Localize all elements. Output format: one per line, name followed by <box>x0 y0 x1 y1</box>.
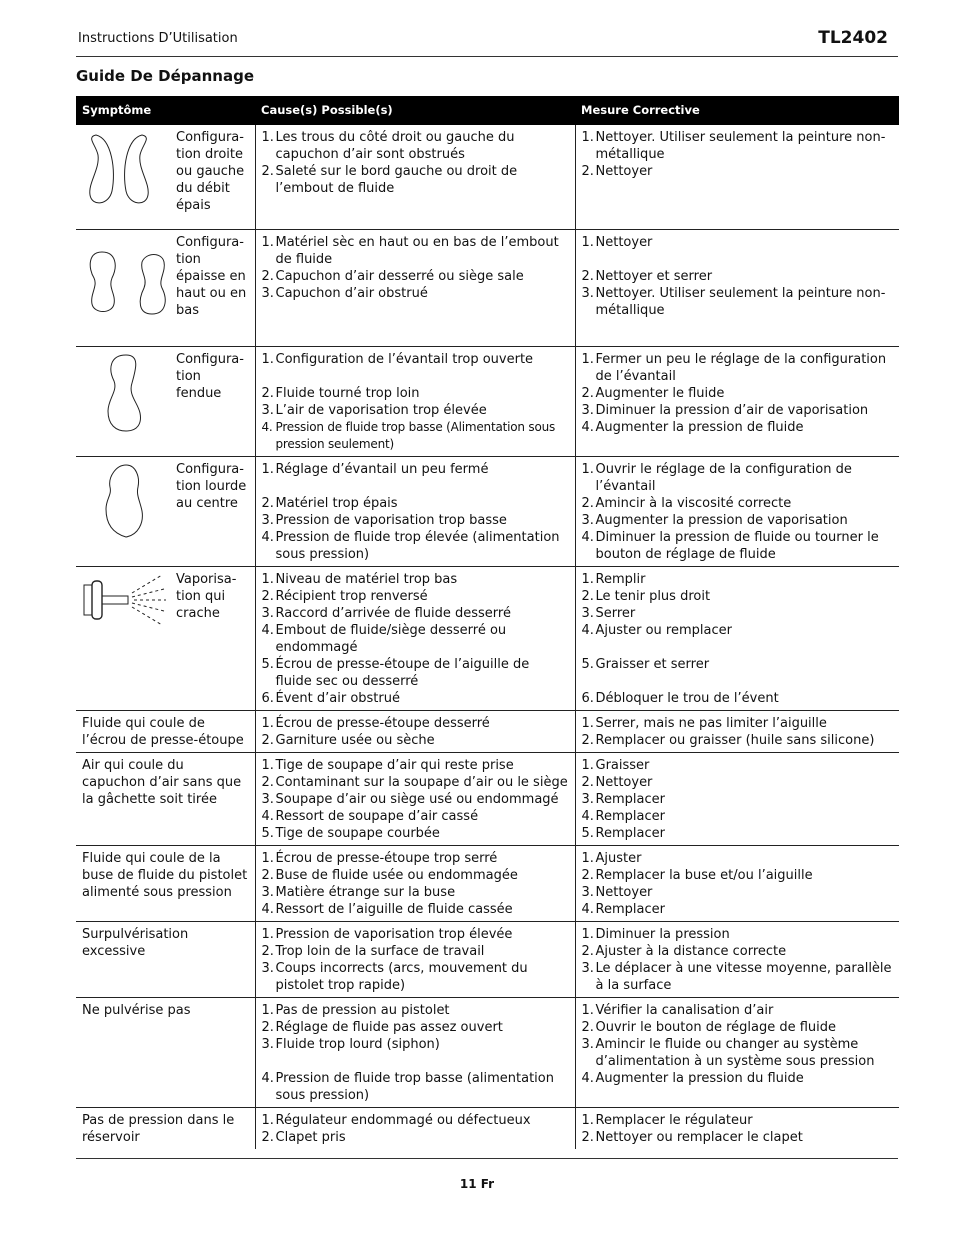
item-text: Pression de fluide trop élevée (alimentation sous pression) <box>275 529 560 562</box>
item-text: Nettoyer <box>595 164 653 179</box>
item-number: 5. <box>581 825 594 841</box>
item-number: 1. <box>581 571 594 587</box>
symptom-label: Configura-tion épaisse en haut ou en bas <box>176 234 247 318</box>
item-number: 2. <box>261 588 274 604</box>
causes-cell <box>255 752 575 845</box>
item-number: 2. <box>581 164 594 179</box>
item-number: 1. <box>581 234 594 250</box>
cause-item <box>262 825 569 842</box>
item-text: Tige de soupape d’air qui reste prise <box>275 757 514 773</box>
item-number: 1. <box>581 850 594 866</box>
table-row <box>76 997 899 1107</box>
item-text: Nettoyer et serrer <box>595 268 713 284</box>
item-text: Fluide trop lourd (siphon) <box>275 1036 440 1052</box>
symptom-label: Configura-tion fendue <box>176 351 244 401</box>
item-number: 3. <box>581 1036 594 1052</box>
left-right-heavy-pattern-icon <box>82 129 174 214</box>
item-text: Régulateur endommagé ou défectueux <box>275 1112 531 1128</box>
cause-item <box>262 385 569 402</box>
item-text: Buse de fluide usée ou endommagée <box>275 867 518 883</box>
item-text: Remplacer ou graisser (huile sans silicone) <box>595 732 875 748</box>
cause-item <box>262 884 569 901</box>
symptom-cell: Ne pulvérise pas <box>76 997 255 1107</box>
cause-item <box>262 757 569 774</box>
cause-item <box>262 1002 569 1019</box>
remedy-cell <box>575 845 899 921</box>
cause-item <box>262 850 569 867</box>
remedy-item <box>582 129 894 163</box>
item-number: 1. <box>261 351 274 367</box>
remedy-item <box>582 808 894 825</box>
cause-item <box>262 495 569 512</box>
cause-item <box>262 791 569 808</box>
table-row <box>76 566 899 710</box>
item-number: 2. <box>581 867 594 883</box>
item-number: 4. <box>261 808 274 824</box>
item-number: 1. <box>261 757 274 773</box>
remedy-cell <box>575 997 899 1107</box>
column-header-causes: Cause(s) Possible(s) <box>255 96 575 125</box>
cause-item <box>262 1070 569 1104</box>
item-number: 1. <box>581 1002 594 1018</box>
column-header-symptom: Symptôme <box>76 96 255 125</box>
spitting-spray-icon <box>82 571 174 636</box>
remedy-cell <box>575 752 899 845</box>
item-text: Clapet pris <box>275 1129 346 1145</box>
symptom-cell: Fluide qui coule de l’écrou de presse-étoupe <box>76 710 255 752</box>
item-text: Remplacer <box>595 808 665 824</box>
item-number: 4. <box>261 529 274 545</box>
item-text: Graisser <box>595 757 650 773</box>
item-number: 4. <box>261 419 273 434</box>
item-number: 5. <box>581 656 594 672</box>
causes-cell <box>255 566 575 710</box>
remedy-item <box>582 588 894 605</box>
table-row <box>76 125 899 229</box>
item-number: 1. <box>261 571 274 587</box>
table-row <box>76 346 899 456</box>
item-text: Ajuster ou remplacer <box>595 622 732 638</box>
item-number: 3. <box>581 285 594 301</box>
causes-cell <box>255 229 575 346</box>
remedy-item <box>582 1112 894 1129</box>
item-number: 1. <box>261 715 274 731</box>
cause-item <box>262 622 569 656</box>
remedy-item <box>582 867 894 884</box>
item-text: Nettoyer <box>595 234 653 250</box>
cause-item <box>262 402 569 419</box>
item-text: Contaminant sur la soupape d’air ou le siège <box>275 774 568 790</box>
remedy-item <box>582 351 894 385</box>
item-number: 2. <box>581 268 594 284</box>
symptom-label: Vaporisa-tion qui crache <box>176 571 237 621</box>
item-text: Diminuer la pression de fluide ou tourner le bouton de réglage de fluide <box>595 529 879 562</box>
item-number: 1. <box>581 130 594 145</box>
remedy-item <box>582 529 894 563</box>
center-heavy-pattern-icon <box>82 461 174 562</box>
item-number: 2. <box>581 943 594 959</box>
symptom-label: Configura-tion droite ou gauche du débit épais <box>176 130 245 213</box>
causes-cell <box>255 125 575 229</box>
item-text: Le tenir plus droit <box>595 588 711 604</box>
cause-item <box>262 351 569 368</box>
table-row <box>76 1107 899 1149</box>
item-number: 2. <box>581 495 594 511</box>
remedy-item <box>582 234 894 251</box>
symptom-cell: Pas de pression dans le réservoir <box>82 1112 235 1145</box>
causes-cell <box>255 845 575 921</box>
remedy-item <box>582 1129 894 1146</box>
item-number: 2. <box>261 495 274 511</box>
item-number: 2. <box>261 774 274 790</box>
item-number: 3. <box>261 402 274 418</box>
item-text: Capuchon d’air obstrué <box>275 285 428 301</box>
cause-item <box>262 656 569 690</box>
remedy-item <box>582 926 894 943</box>
causes-cell <box>255 921 575 997</box>
item-number: 1. <box>261 926 274 942</box>
item-text: Ajuster <box>595 850 642 866</box>
causes-cell <box>255 456 575 566</box>
item-text: Évent d’air obstrué <box>275 690 400 706</box>
item-text: Diminuer la pression <box>595 926 730 942</box>
symptom-label: Configura-tion lourde au centre <box>176 461 247 511</box>
remedy-cell <box>575 1107 899 1149</box>
item-number: 2. <box>261 1019 274 1035</box>
cause-item <box>262 419 569 453</box>
item-text: Serrer, mais ne pas limiter l’aiguille <box>595 715 827 731</box>
remedy-item <box>582 715 894 732</box>
item-text: Écrou de presse-étoupe trop serré <box>275 850 498 866</box>
symptom-cell <box>76 346 255 456</box>
causes-cell <box>255 997 575 1107</box>
remedy-item <box>582 732 894 749</box>
item-text: Augmenter la pression du fluide <box>595 1070 804 1086</box>
item-text: Nettoyer ou remplacer le clapet <box>595 1129 803 1145</box>
cause-item <box>262 512 569 529</box>
item-number: 3. <box>261 285 274 301</box>
item-text: L’air de vaporisation trop élevée <box>275 402 487 418</box>
remedy-cell <box>575 566 899 710</box>
remedy-item <box>582 901 894 918</box>
item-number: 3. <box>261 1036 274 1052</box>
item-number: 2. <box>581 1129 594 1145</box>
table-row <box>76 845 899 921</box>
item-text: Configuration de l’évantail trop ouverte <box>275 351 534 367</box>
item-number: 4. <box>581 1070 594 1086</box>
item-text: Augmenter le fluide <box>595 385 725 401</box>
cause-item <box>262 774 569 791</box>
item-number: 2. <box>261 867 274 883</box>
item-text: Garniture usée ou sèche <box>275 732 435 748</box>
item-number: 2. <box>261 164 274 179</box>
remedy-item <box>582 884 894 901</box>
cause-item <box>262 715 569 732</box>
cause-item <box>262 960 569 994</box>
item-text: Ressort de l’aiguille de fluide cassée <box>275 901 513 917</box>
item-number: 3. <box>581 791 594 807</box>
symptom-cell: Air qui coule du capuchon d’air sans que la gâchette soit tirée <box>76 752 255 845</box>
item-number: 1. <box>581 757 594 773</box>
model-number: TL2402 <box>818 28 888 48</box>
item-number: 4. <box>261 1070 274 1086</box>
footer-rule <box>76 1158 898 1159</box>
cause-item <box>262 690 569 707</box>
symptom-cell <box>76 125 255 229</box>
remedy-item <box>582 825 894 842</box>
item-text: Remplir <box>595 571 646 587</box>
item-text: Remplacer <box>595 825 665 841</box>
item-number: 1. <box>581 461 594 477</box>
cause-item <box>262 461 569 478</box>
symptom-cell <box>76 566 255 710</box>
remedy-item <box>582 774 894 791</box>
remedy-item <box>582 512 894 529</box>
column-header-remedy: Mesure Corrective <box>575 96 899 125</box>
table-row <box>76 710 899 752</box>
remedy-item <box>582 656 894 673</box>
item-number: 1. <box>581 926 594 942</box>
item-text: Pression de fluide trop basse (alimentation sous pression) <box>275 1070 554 1103</box>
item-number: 2. <box>261 732 274 748</box>
item-text: Matériel sèc en haut ou en bas de l’embout de fluide <box>275 234 559 267</box>
remedy-cell <box>575 229 899 346</box>
split-pattern-icon <box>82 351 174 452</box>
item-number: 3. <box>261 605 274 621</box>
item-number: 3. <box>581 512 594 528</box>
item-number: 1. <box>581 715 594 731</box>
item-text: Graisser et serrer <box>595 656 710 672</box>
item-number: 3. <box>261 512 274 528</box>
item-text: Pression de vaporisation trop élevée <box>275 926 513 942</box>
table-row <box>76 456 899 566</box>
item-number: 2. <box>581 385 594 401</box>
remedy-item <box>582 690 894 707</box>
item-number: 1. <box>581 1112 594 1128</box>
table-row <box>76 752 899 845</box>
section-title: Guide De Dépannage <box>76 67 254 85</box>
table-header-row <box>76 96 899 125</box>
item-text: Ouvrir le réglage de la configuration de l’évantail <box>595 461 852 494</box>
item-number: 4. <box>581 529 594 545</box>
cause-item <box>262 732 569 749</box>
item-text: Réglage de fluide pas assez ouvert <box>275 1019 503 1035</box>
item-text: Fluide tourné trop loin <box>275 385 420 401</box>
cause-item <box>262 129 569 163</box>
item-number: 5. <box>261 825 274 841</box>
remedy-cell <box>575 125 899 229</box>
item-text: Coups incorrects (arcs, mouvement du pistolet trop rapide) <box>275 960 528 993</box>
remedy-item <box>582 1002 894 1019</box>
item-number: 3. <box>261 791 274 807</box>
item-text: Tige de soupape courbée <box>275 825 440 841</box>
item-text: Diminuer la pression d’air de vaporisation <box>595 402 869 418</box>
item-number: 4. <box>581 901 594 917</box>
item-number: 5. <box>261 656 274 672</box>
item-text: Raccord d’arrivée de fluide desserré <box>275 605 511 621</box>
item-text: Remplacer <box>595 791 665 807</box>
item-number: 2. <box>261 943 274 959</box>
item-number: 3. <box>581 960 594 976</box>
item-number: 1. <box>261 850 274 866</box>
item-text: Niveau de matériel trop bas <box>275 571 458 587</box>
cause-item <box>262 1112 569 1129</box>
item-number: 2. <box>581 732 594 748</box>
item-text: Trop loin de la surface de travail <box>275 943 485 959</box>
item-number: 4. <box>261 901 274 917</box>
remedy-item <box>582 285 894 319</box>
cause-item <box>262 1129 569 1146</box>
item-number: 1. <box>261 1002 274 1018</box>
remedy-item <box>582 268 894 285</box>
symptom-cell <box>76 456 255 566</box>
item-text: Matériel trop épais <box>275 495 398 511</box>
item-text: Ajuster à la distance correcte <box>595 943 787 959</box>
remedy-item <box>582 943 894 960</box>
item-number: 3. <box>261 960 274 976</box>
item-text: Saleté sur le bord gauche ou droit de l’embout de fluide <box>275 164 518 196</box>
item-number: 1. <box>261 234 274 250</box>
cause-item <box>262 571 569 588</box>
troubleshooting-table <box>76 96 899 1149</box>
page-header <box>76 28 898 57</box>
item-number: 6. <box>581 690 594 706</box>
item-number: 4. <box>581 622 594 638</box>
item-number: 1. <box>581 351 594 367</box>
cause-item <box>262 867 569 884</box>
item-number: 1. <box>261 461 274 477</box>
item-text: Nettoyer <box>595 774 653 790</box>
item-number: 2. <box>261 268 274 284</box>
item-number: 6. <box>261 690 274 706</box>
item-number: 3. <box>581 884 594 900</box>
item-text: Nettoyer. Utiliser seulement la peinture non-métallique <box>595 285 886 318</box>
page-number: 11 Fr <box>459 1177 495 1191</box>
causes-cell <box>255 710 575 752</box>
item-text: Nettoyer <box>595 884 653 900</box>
item-text: Matière étrange sur la buse <box>275 884 456 900</box>
remedy-item <box>582 622 894 639</box>
item-text: Ressort de soupape d’air cassé <box>275 808 479 824</box>
remedy-item <box>582 419 894 436</box>
item-text: Débloquer le trou de l’évent <box>595 690 779 706</box>
item-text: Fermer un peu le réglage de la configuration de l’évantail <box>595 351 887 384</box>
item-text: Capuchon d’air desserré ou siège sale <box>275 268 524 284</box>
item-text: Pression de fluide trop basse (Alimentation sous pression seulement) <box>275 419 556 451</box>
item-number: 2. <box>581 1019 594 1035</box>
item-text: Amincir le fluide ou changer au système d’alimentation à un système sous pression <box>595 1036 875 1069</box>
item-text: Soupape d’air ou siège usé ou endommagé <box>275 791 559 807</box>
causes-cell <box>255 346 575 456</box>
cause-item <box>262 163 569 197</box>
remedy-item <box>582 1036 894 1070</box>
item-text: Réglage d’évantail un peu fermé <box>275 461 489 477</box>
remedy-item <box>582 402 894 419</box>
item-number: 2. <box>581 588 594 604</box>
symptom-cell: Fluide qui coule de la buse de fluide du pistolet alimenté sous pression <box>76 845 255 921</box>
item-number: 3. <box>581 402 594 418</box>
remedy-item <box>582 1070 894 1087</box>
remedy-item <box>582 791 894 808</box>
item-text: Augmenter la pression de fluide <box>595 419 804 435</box>
remedy-cell <box>575 456 899 566</box>
table-row <box>76 229 899 346</box>
item-text: Récipient trop renversé <box>275 588 428 604</box>
cause-item <box>262 234 569 268</box>
cause-item <box>262 588 569 605</box>
item-text: Serrer <box>595 605 636 621</box>
item-number: 4. <box>581 419 594 435</box>
header-left-title: Instructions D’Utilisation <box>78 31 238 46</box>
remedy-item <box>582 495 894 512</box>
item-text: Le déplacer à une vitesse moyenne, parallèle à la surface <box>595 960 892 993</box>
cause-item <box>262 943 569 960</box>
item-number: 2. <box>581 774 594 790</box>
cause-item <box>262 1036 569 1053</box>
cause-item <box>262 808 569 825</box>
item-number: 4. <box>261 622 274 638</box>
remedy-item <box>582 571 894 588</box>
remedy-item <box>582 960 894 994</box>
causes-cell <box>255 1107 575 1149</box>
cause-item <box>262 605 569 622</box>
item-text: Nettoyer. Utiliser seulement la peinture non-métallique <box>595 130 886 162</box>
table-row <box>76 921 899 997</box>
remedy-cell <box>575 346 899 456</box>
item-number: 2. <box>261 1129 274 1145</box>
item-text: Remplacer <box>595 901 665 917</box>
item-number: 4. <box>581 808 594 824</box>
item-number: 3. <box>261 884 274 900</box>
item-number: 3. <box>581 605 594 621</box>
top-bottom-heavy-pattern-icon <box>82 234 174 323</box>
item-text: Écrou de presse-étoupe desserré <box>275 715 490 731</box>
cause-item <box>262 926 569 943</box>
item-text: Ouvrir le bouton de réglage de fluide <box>595 1019 837 1035</box>
remedy-cell <box>575 710 899 752</box>
symptom-cell <box>76 229 255 346</box>
remedy-item <box>582 461 894 495</box>
item-text: Les trous du côté droit ou gauche du capuchon d’air sont obstrués <box>275 130 515 162</box>
remedy-cell <box>575 921 899 997</box>
item-text: Pas de pression au pistolet <box>275 1002 450 1018</box>
remedy-item <box>582 605 894 622</box>
item-text: Pression de vaporisation trop basse <box>275 512 507 528</box>
item-text: Vérifier la canalisation d’air <box>595 1002 774 1018</box>
cause-item <box>262 285 569 302</box>
symptom-cell: Surpulvérisation excessive <box>76 921 255 997</box>
item-text: Augmenter la pression de vaporisation <box>595 512 848 528</box>
item-number: 2. <box>261 385 274 401</box>
cause-item <box>262 529 569 563</box>
remedy-item <box>582 163 894 180</box>
item-text: Remplacer la buse et/ou l’aiguille <box>595 867 813 883</box>
cause-item <box>262 1019 569 1036</box>
cause-item <box>262 901 569 918</box>
item-text: Amincir à la viscosité correcte <box>595 495 792 511</box>
item-text: Embout de fluide/siège desserré ou endommagé <box>275 622 507 655</box>
item-text: Remplacer le régulateur <box>595 1112 753 1128</box>
item-text: Écrou de presse-étoupe de l’aiguille de fluide sec ou desserré <box>275 656 530 689</box>
remedy-item <box>582 385 894 402</box>
remedy-item <box>582 850 894 867</box>
remedy-item <box>582 757 894 774</box>
remedy-item <box>582 1019 894 1036</box>
item-number: 1. <box>261 130 274 145</box>
item-number: 1. <box>261 1112 274 1128</box>
cause-item <box>262 268 569 285</box>
